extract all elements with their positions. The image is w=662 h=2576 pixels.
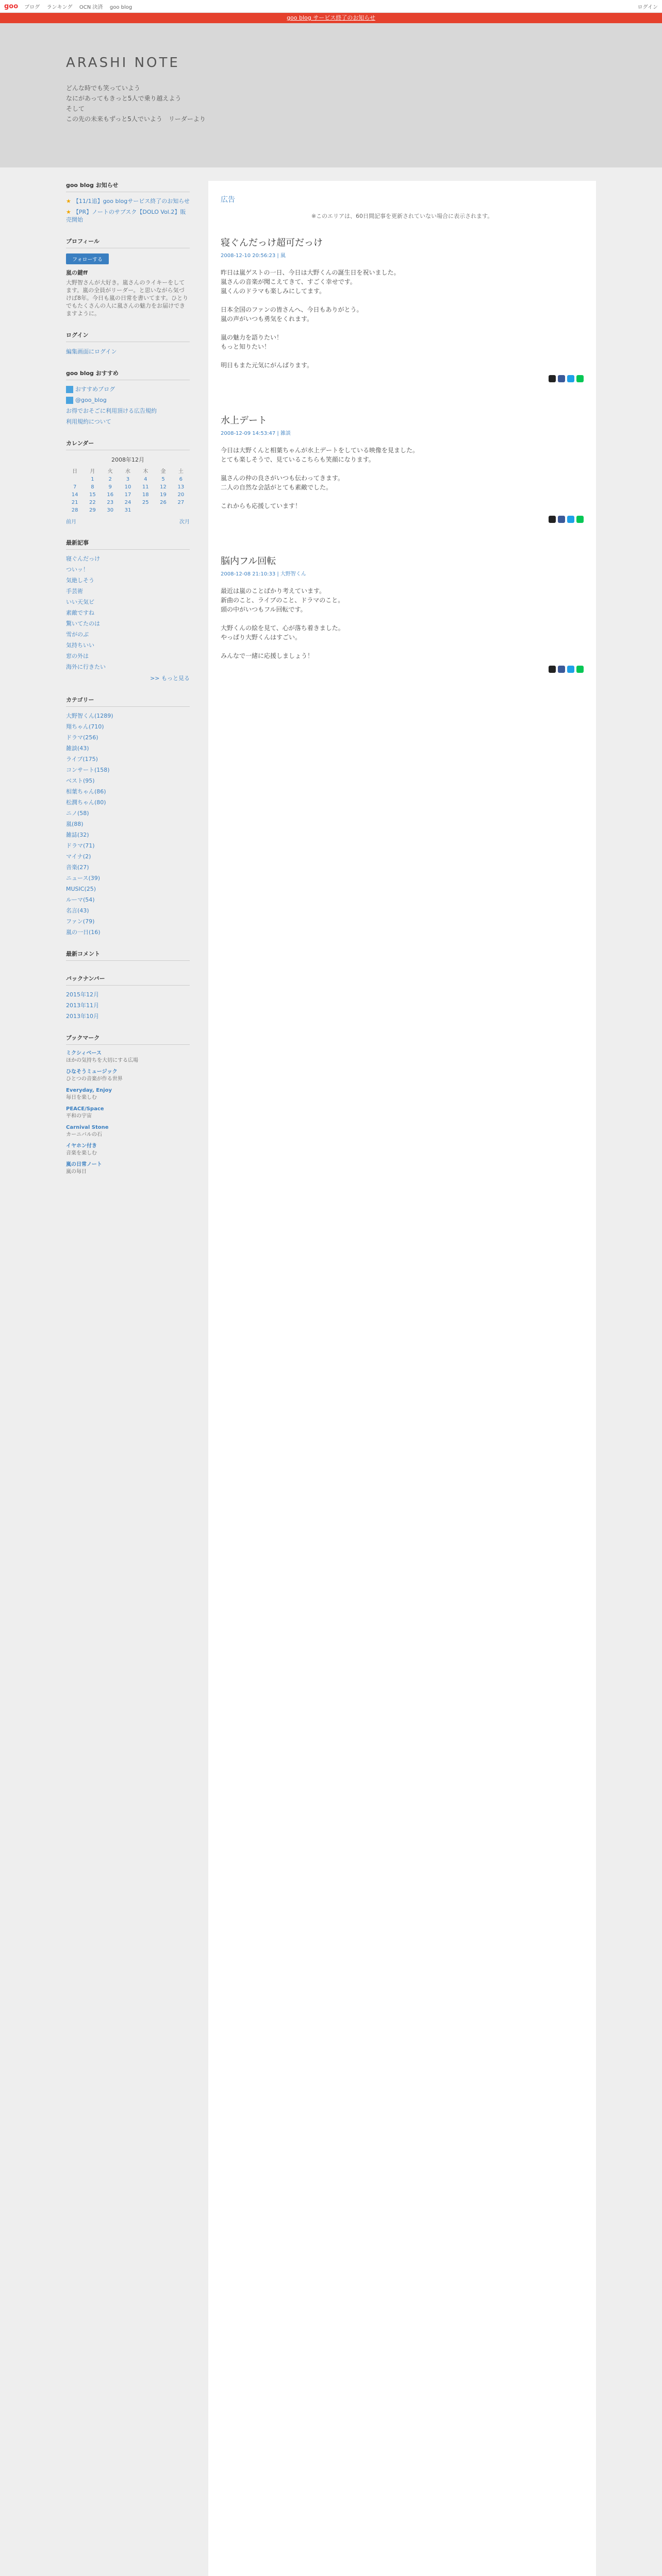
share-buttons (221, 666, 584, 673)
calendar-day[interactable]: 7 (73, 484, 77, 490)
entry-body (221, 446, 584, 511)
recent-item[interactable] (66, 620, 190, 628)
category-link[interactable]: ニノ(58) (66, 810, 89, 817)
recent-link[interactable]: 気持ちいい (66, 642, 94, 649)
calendar-day[interactable]: 11 (142, 484, 149, 490)
entry-body (221, 268, 584, 370)
calendar-day[interactable]: 10 (124, 484, 131, 490)
entry-meta[interactable]: 2008-12-09 14:53:47 | 雑談 (221, 431, 291, 436)
category-item[interactable] (66, 809, 190, 817)
recent-item[interactable] (66, 587, 190, 595)
calendar-title: カレンダー (66, 439, 190, 450)
top-navigation-bar (0, 0, 662, 13)
notice-item[interactable] (66, 208, 190, 224)
recent-item[interactable] (66, 566, 190, 573)
category-link[interactable]: 嵐の一日(16) (66, 929, 101, 936)
category-link[interactable]: ベスト(95) (66, 777, 95, 784)
recommend-box (66, 369, 190, 426)
recent-more-link[interactable]: >> もっと見る (150, 675, 190, 682)
category-item[interactable] (66, 831, 190, 839)
calendar-day[interactable]: 22 (89, 500, 96, 505)
topnav-link[interactable]: goo blog (109, 4, 133, 10)
share-buttons (221, 375, 584, 382)
blog-entry (221, 235, 584, 382)
category-item[interactable] (66, 907, 190, 914)
tagline-line: どんな時でも笑っていよう (66, 84, 141, 92)
recent-link[interactable]: 気絶しそう (66, 577, 94, 584)
login-link[interactable]: ログイン (637, 4, 658, 10)
entry-body (221, 586, 584, 660)
backnumber-link[interactable]: 2013年11月 (66, 1002, 99, 1009)
calendar-day[interactable]: 24 (124, 500, 131, 505)
category-item[interactable] (66, 734, 190, 741)
calendar-table (66, 466, 190, 514)
category-item[interactable] (66, 918, 190, 925)
backnumber-item[interactable] (66, 1002, 190, 1009)
service-end-link[interactable]: goo blog サービス終了のお知らせ (287, 14, 375, 21)
blog-tagline (66, 83, 206, 124)
calendar-day[interactable]: 14 (71, 492, 78, 498)
backnumber-item[interactable] (66, 991, 190, 998)
calendar-day[interactable]: 21 (71, 500, 78, 505)
entry-text: 昨日は嵐ゲストの一日、今日は大野くんの誕生日を祝いました。 嵐さんの音楽が聞こえてきて、すごく幸せです。 嵐くんのドラマも楽しみにしてます。 日本全国のファンの皆さんへ、今日もありがとう。 嵐の声がいつも勇気をくれます。 嵐の魅力を語りたい！ もっと知りたい！ 明日もまた元気にがんばります。 (221, 269, 400, 369)
calendar-day[interactable]: 8 (91, 484, 94, 490)
category-box (66, 696, 190, 936)
recent-item[interactable] (66, 598, 190, 606)
notice-box (66, 181, 190, 224)
profile-text: 大野智さんが大好き。嵐さんのライキーをしてます。嵐の全員がリーダー。と思いながら気づけば8年。今日も嵐の日常を書いてます。ひとりでもたくさんの人に嵐さんの魅力をお届けできますように。 (66, 279, 189, 317)
recent-item[interactable] (66, 555, 190, 563)
calendar-day[interactable]: 9 (108, 484, 112, 490)
recent-box (66, 538, 190, 682)
category-link[interactable]: 相葉ちゃん(86) (66, 788, 106, 795)
category-link[interactable]: マイナ(2) (66, 853, 91, 860)
category-link[interactable]: 翔ちゃん(710) (66, 723, 104, 730)
calendar-weekday: 月 (90, 469, 95, 474)
category-link[interactable]: MUSIC(25) (66, 886, 96, 892)
recent-link[interactable]: ついッ！ (66, 566, 89, 573)
calendar-day[interactable]: 20 (177, 492, 185, 498)
calendar-day[interactable]: 15 (89, 492, 96, 498)
category-item[interactable] (66, 928, 190, 936)
backnumber-link[interactable]: 2013年10月 (66, 1013, 99, 1020)
line-share-icon[interactable] (576, 375, 584, 382)
recent-link[interactable]: 驚いてたのは (66, 620, 100, 627)
star-icon: ★ (66, 209, 71, 215)
recent-item[interactable] (66, 577, 190, 584)
hatena-share-icon[interactable] (567, 516, 574, 523)
bookmark-item (66, 1106, 190, 1120)
calendar-day[interactable]: 18 (142, 492, 149, 498)
bookmark-item (66, 1161, 190, 1176)
notice-link[interactable]: 【PR】ノートのサブスク【DOLO Vol.2】販売開始 (66, 209, 186, 223)
entry-title[interactable]: 水上デート (221, 415, 267, 426)
category-item[interactable] (66, 712, 190, 720)
recommend-title: goo blog おすすめ (66, 369, 190, 380)
recent-link[interactable]: 素敵ですね (66, 609, 94, 616)
calendar-day[interactable]: 13 (177, 484, 185, 490)
category-item[interactable] (66, 885, 190, 893)
calendar-day (154, 506, 172, 514)
tagline-line: そして (66, 105, 85, 112)
calendar-day[interactable]: 1 (91, 477, 94, 482)
hatena-share-icon[interactable] (567, 375, 574, 382)
backnumber-title: バックナンバー (66, 974, 190, 986)
bookmark-link[interactable]: 嵐の日常ノート (66, 1162, 102, 1167)
bookmark-link[interactable]: Everyday, Enjoy (66, 1088, 112, 1093)
category-link[interactable]: 音楽(27) (66, 864, 89, 871)
recent-item[interactable] (66, 652, 190, 660)
facebook-share-icon[interactable] (558, 516, 565, 523)
notice-item[interactable] (66, 197, 190, 205)
category-link[interactable]: 雑誌(32) (66, 832, 89, 838)
goo-blog-icon (66, 386, 73, 393)
entry-title[interactable]: 寝ぐんだっけ超可だっけ (221, 238, 323, 248)
recommend-link[interactable]: おすすめブログ (75, 386, 115, 393)
x-share-icon[interactable] (549, 666, 556, 673)
calendar-day[interactable]: 16 (107, 492, 114, 498)
profile-title: プロフィール (66, 237, 190, 248)
calendar-day[interactable]: 30 (107, 507, 114, 513)
blog-header (0, 23, 662, 167)
bookmark-link[interactable]: イヤホン付き (66, 1143, 97, 1149)
bookmark-item (66, 1124, 190, 1139)
recommend-item[interactable] (66, 407, 190, 415)
category-title: カテゴリー (66, 696, 190, 707)
comment-title: 最新コメント (66, 950, 190, 961)
entry-title[interactable]: 脳内フル回転 (221, 556, 276, 567)
category-link[interactable]: コンサート(158) (66, 767, 110, 773)
topnav-link[interactable]: OCN 決済 (79, 4, 103, 10)
category-item[interactable] (66, 723, 190, 731)
backnumber-item[interactable] (66, 1012, 190, 1020)
sidebar (66, 181, 190, 2576)
twitter-icon (66, 397, 73, 404)
tagline-line: なにがあってもきっと5人で乗り越えよう (66, 95, 181, 102)
bookmark-link[interactable]: Carnival Stone (66, 1125, 109, 1130)
bookmark-link[interactable]: ひなそうミュージック (66, 1069, 118, 1075)
recent-title: 最新記事 (66, 538, 190, 550)
topnav-link[interactable]: ブログ (24, 4, 40, 10)
bookmark-desc: ほかの気持ちを大切にする広場 (66, 1058, 138, 1063)
calendar-day[interactable]: 29 (89, 507, 96, 513)
calendar-box (66, 439, 190, 525)
calendar-day[interactable]: 23 (107, 500, 114, 505)
recommend-item[interactable] (66, 396, 190, 404)
bookmark-box (66, 1033, 190, 1176)
bookmark-link[interactable]: ミクシィベース (66, 1050, 102, 1056)
calendar-weekday: 金 (160, 469, 166, 474)
calendar-day[interactable]: 5 (161, 477, 165, 482)
entry-text: 最近は嵐のことばかり考えています。 新曲のこと、ライブのこと、ドラマのこと。 頭の中がいつもフル回転です。 大野くんの絵を見て、心が落ち着きました。 やっぱり大野くんはすごい。 みんなで一緒に応援しましょう！ (221, 587, 344, 659)
category-item[interactable] (66, 874, 190, 882)
share-buttons (221, 516, 584, 523)
recent-link[interactable]: 寝ぐんだっけ (66, 555, 100, 562)
calendar-day[interactable]: 6 (179, 477, 183, 482)
category-link[interactable]: ルーマ(54) (66, 896, 95, 903)
bookmark-item (66, 1087, 190, 1101)
entry-meta[interactable]: 2008-12-08 21:10:33 | 大野智くん (221, 571, 306, 577)
category-item[interactable] (66, 896, 190, 904)
login-title: ログイン (66, 331, 190, 342)
category-link[interactable]: 松潤ちゃん(80) (66, 799, 106, 806)
category-link[interactable]: 雑談(43) (66, 745, 89, 752)
blog-title[interactable]: ARASHI NOTE (66, 55, 180, 71)
goo-logo[interactable]: goo (4, 2, 19, 10)
bookmark-desc: カーニバルの石 (66, 1132, 102, 1138)
category-item[interactable] (66, 853, 190, 860)
bookmark-desc: 毎日を楽しむ (66, 1095, 97, 1100)
comment-box (66, 950, 190, 961)
bookmark-item (66, 1143, 190, 1157)
topnav-link[interactable]: ランキング (46, 4, 73, 10)
calendar-prev-link[interactable]: 前月 (66, 519, 76, 525)
category-link[interactable]: ファン(79) (66, 918, 95, 925)
profile-box (66, 237, 190, 317)
calendar-month: 2008年12月 (111, 456, 144, 463)
category-link[interactable]: ニュース(39) (66, 875, 101, 882)
calendar-weekday: 火 (107, 469, 113, 474)
category-item[interactable] (66, 777, 190, 785)
facebook-share-icon[interactable] (558, 375, 565, 382)
category-link[interactable]: 名言(43) (66, 907, 89, 914)
top-nav-links (24, 3, 137, 10)
recent-link[interactable]: 雪がのぶ (66, 631, 89, 638)
category-item[interactable] (66, 820, 190, 828)
bookmark-item (66, 1050, 190, 1064)
calendar-day (66, 476, 84, 483)
recommend-link[interactable]: 利用規約について (66, 418, 111, 425)
recommend-link[interactable]: @goo_blog (75, 397, 107, 403)
bookmark-title: ブックマーク (66, 1033, 190, 1045)
blog-entry (221, 413, 584, 523)
calendar-day[interactable]: 3 (126, 477, 130, 482)
category-link[interactable]: 嵐(88) (66, 821, 84, 827)
category-link[interactable]: ドラマ(256) (66, 734, 98, 741)
calendar-day (137, 506, 154, 514)
category-item[interactable] (66, 744, 190, 752)
calendar-day[interactable]: 26 (160, 500, 167, 505)
calendar-weekday: 木 (143, 469, 148, 474)
calendar-next-link[interactable]: 次月 (179, 519, 190, 525)
category-link[interactable]: ドラマ(71) (66, 842, 95, 849)
calendar-weekday: 土 (178, 469, 184, 474)
recommend-item[interactable] (66, 418, 190, 426)
recent-link[interactable]: 窓の外は (66, 653, 89, 659)
tagline-line: この先の未来もずっと5人でいよう リーダーより (66, 115, 206, 123)
facebook-share-icon[interactable] (558, 666, 565, 673)
recent-item[interactable] (66, 631, 190, 638)
recent-link[interactable]: 手芸術 (66, 588, 83, 595)
line-share-icon[interactable] (576, 666, 584, 673)
calendar-day[interactable]: 19 (160, 492, 167, 498)
category-link[interactable]: 大野智くん(1289) (66, 713, 113, 719)
bookmark-item (66, 1069, 190, 1083)
backnumber-box (66, 974, 190, 1020)
main-content (208, 181, 596, 2576)
calendar-day[interactable]: 31 (124, 507, 131, 513)
inactive-notice: ※このエリアは、60日間記事を更新されていない場合に表示されます。 (311, 213, 493, 219)
backnumber-link[interactable]: 2015年12月 (66, 991, 99, 998)
star-icon: ★ (66, 198, 71, 205)
calendar-day[interactable]: 12 (160, 484, 167, 490)
follow-button[interactable]: フォローする (66, 253, 109, 264)
category-item[interactable] (66, 755, 190, 763)
calendar-weekday: 水 (125, 469, 130, 474)
calendar-day[interactable]: 25 (142, 500, 149, 505)
notice-link[interactable]: 【11/1追】goo blogサービス終了のお知らせ (73, 198, 190, 205)
bookmark-desc: 音楽を楽しむ (66, 1150, 97, 1156)
bookmark-desc: ひとつの音楽が作る世界 (66, 1076, 123, 1082)
category-item[interactable] (66, 863, 190, 871)
category-link[interactable]: ライブ(175) (66, 756, 98, 762)
calendar-weekday: 日 (72, 469, 78, 474)
calendar-day[interactable]: 28 (71, 507, 78, 513)
login-box (66, 331, 190, 355)
category-item[interactable] (66, 766, 190, 774)
x-share-icon[interactable] (549, 516, 556, 523)
recommend-item[interactable] (66, 385, 190, 393)
calendar-day[interactable]: 17 (124, 492, 131, 498)
category-item[interactable] (66, 788, 190, 795)
line-share-icon[interactable] (576, 516, 584, 523)
bookmark-link[interactable]: PEACE/Space (66, 1106, 104, 1112)
recent-link[interactable]: いい天気ビ (66, 599, 94, 605)
category-item[interactable] (66, 842, 190, 850)
calendar-day[interactable]: 27 (177, 500, 185, 505)
notice-title: goo blog お知らせ (66, 181, 190, 192)
blog-entry (221, 554, 584, 673)
recent-item[interactable] (66, 609, 190, 617)
recent-item[interactable] (66, 641, 190, 649)
x-share-icon[interactable] (549, 375, 556, 382)
category-item[interactable] (66, 799, 190, 806)
hatena-share-icon[interactable] (567, 666, 574, 673)
recent-item[interactable] (66, 663, 190, 671)
entry-text: 今日は大野くんと相葉ちゃんが水上デートをしている映像を見ました。 とても楽しそうで、見ているこちらも笑顔になります。 嵐さんの仲の良さがいつも伝わってきます。 二人の自然な会話がとても素敵でした。 これからも応援しています！ (221, 447, 419, 510)
service-end-banner[interactable] (0, 13, 662, 23)
calendar-day[interactable]: 2 (108, 477, 112, 482)
recent-link[interactable]: 海外に行きたい (66, 664, 106, 670)
calendar-day[interactable]: 4 (144, 477, 147, 482)
calendar-day (172, 506, 190, 514)
login-link[interactable]: 編集画面にログイン (66, 348, 117, 355)
bookmark-desc: 平和の宇宙 (66, 1113, 92, 1119)
recommend-link[interactable]: お得でおそごに利用頂ける広告規約 (66, 408, 157, 414)
ad-heading: 広告 (221, 196, 235, 204)
bookmark-desc: 嵐の毎日 (66, 1169, 87, 1175)
profile-name: 嵐の鍵ff (66, 269, 88, 276)
entry-meta[interactable]: 2008-12-10 20:56:23 | 嵐 (221, 253, 286, 259)
